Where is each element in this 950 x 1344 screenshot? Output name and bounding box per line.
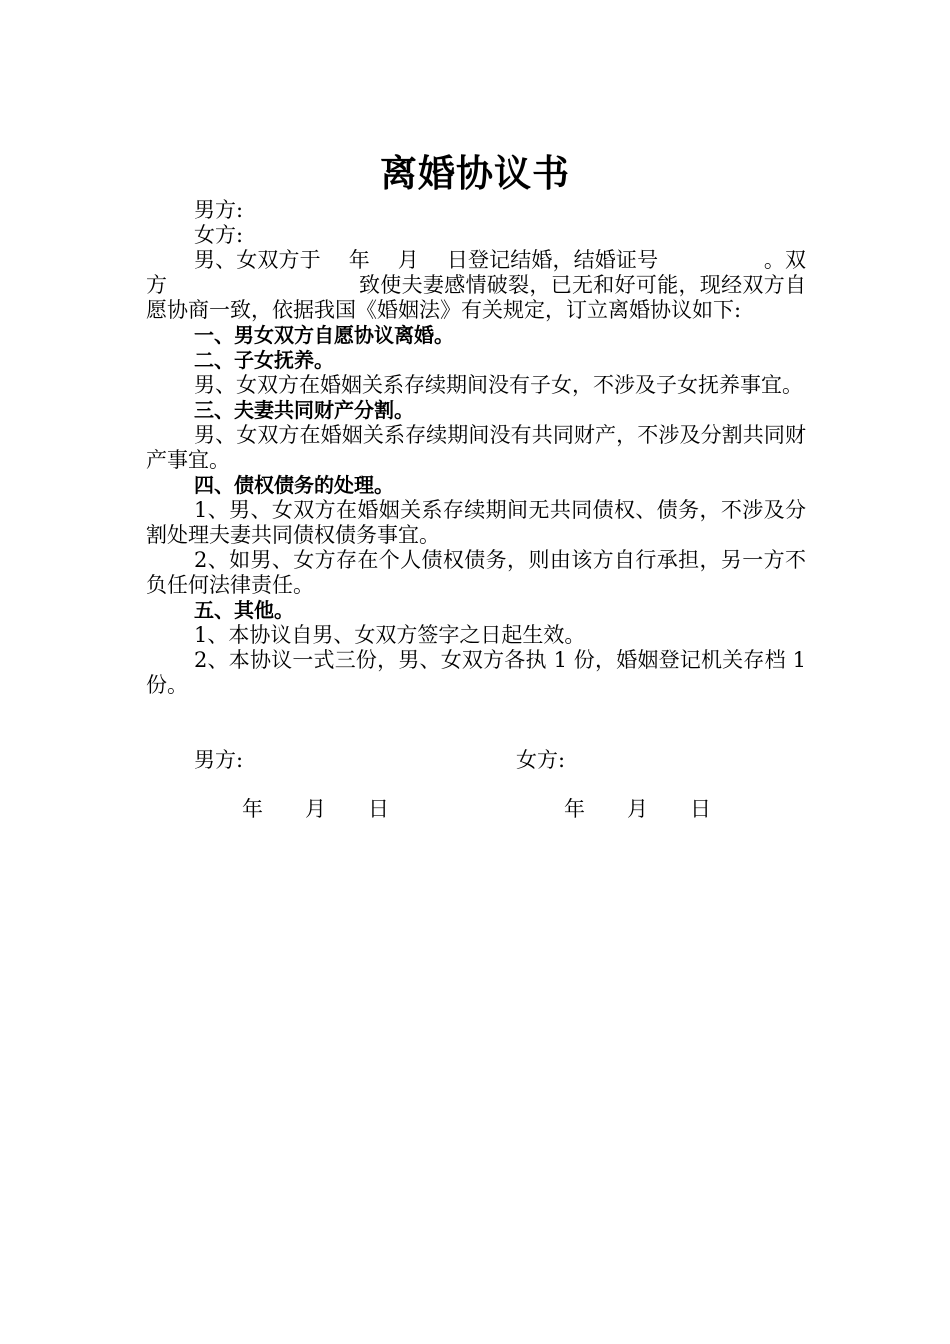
section-heading-4: 四、债权债务的处理。 [194,473,394,497]
section-heading-5: 五、其他。 [194,598,294,622]
child-custody-text: 男、女双方在婚姻关系存续期间没有子女，不涉及子女抚养事宜。 [194,373,803,397]
section-heading-3: 三、夫妻共同财产分割。 [194,398,414,422]
male-party-line: 男方: [194,198,244,222]
other-clause-1: 1、本协议自男、女双方签字之日起生效。 [194,623,586,647]
property-division-text: 男、女双方在婚姻关系存续期间没有共同财产，不涉及分割共同财产事宜。 [146,423,806,472]
section-heading-1: 一、男女双方自愿协议离婚。 [194,323,454,347]
male-signature-label: 男方: [194,748,244,772]
debt-clause-1: 1、男、女双方在婚姻关系存续期间无共同债权、债务，不涉及分割处理夫妻共同债权债务事宜。 [146,498,806,547]
female-party-line: 女方: [194,223,244,247]
agreement-body [146,198,806,698]
marriage-statement: 男、女双方于 年 月 日登记结婚，结婚证号 。双方 致使夫妻感情破裂，已无和好可能，现经双方自愿协商一致，依据我国《婚姻法》有关规定，订立离婚协议如下: [146,248,806,322]
female-signature-label: 女方: [516,748,566,772]
other-clause-2: 2、本协议一式三份，男、女双方各执 1 份，婚姻登记机关存档 1 份。 [146,648,806,697]
male-signature-date: 年 月 日 [242,797,389,821]
section-heading-2: 二、子女抚养。 [194,348,334,372]
debt-clause-2: 2、如男、女方存在个人债权债务，则由该方自行承担，另一方不负任何法律责任。 [146,548,806,597]
document-title: 离婚协议书 [380,152,570,195]
female-signature-date: 年 月 日 [564,797,711,821]
